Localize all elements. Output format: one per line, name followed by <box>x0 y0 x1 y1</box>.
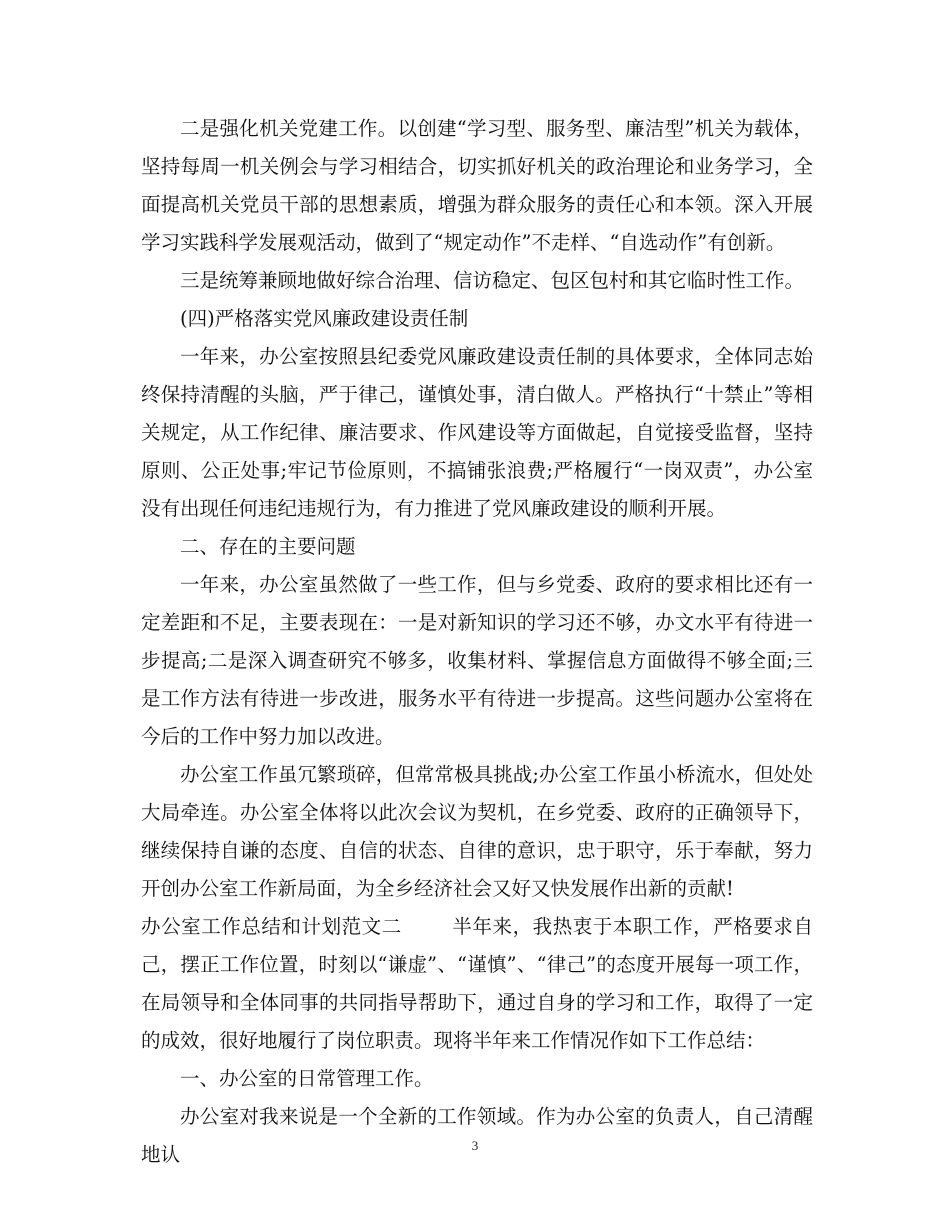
section-title: 办公室工作总结和计划范文二 <box>141 915 402 938</box>
paragraph-main-problems: 一年来，办公室虽然做了一些工作，但与乡党委、政府的要求相比还有一定差距和不足，主要表现在：一是对新知识的学习还不够，办文水平有待进一步提高;二是深入调查研究不够多，收集材料、掌握信息方面做得不够全面;三是工作方法有待进一步改进，服务水平有待进一步提高。这些问题办公室将在今后的工作中努力加以改进。 <box>141 573 813 748</box>
subheading-main-problems: 二、存在的主要问题 <box>180 535 356 558</box>
subheading-anti-corruption: (四)严格落实党风廉政建设责任制 <box>180 307 469 330</box>
paragraph-party-building: 二是强化机关党建工作。以创建“学习型、服务型、廉洁型”机关为载体，坚持每周一机关例会与学习相结合，切实抓好机关的政治理论和业务学习，全面提高机关党员干部的思想素质，增强为群众服务的责任心和本领。深入开展学习实践科学发展观活动，做到了“规定动作”不走样、“自选动作”有创新。 <box>141 117 813 254</box>
page-number: 3 <box>471 1138 479 1153</box>
paragraph-comprehensive-governance: 三是统筹兼顾地做好综合治理、信访稳定、包区包村和其它临时性工作。 <box>180 269 805 292</box>
paragraph-conclusion: 办公室工作虽冗繁琐碎，但常常极具挑战;办公室工作虽小桥流水，但处处大局牵连。办公室全体将以此次会议为契机，在乡党委、政府的正确领导下，继续保持自谦的态度、自信的状态、自律的意识，忠于职守，乐于奉献，努力开创办公室工作新局面，为全乡经济社会又好又快发展作出新的贡献! <box>141 763 813 900</box>
section-lead: 半年来，我热衷于本职工作，严格要求自己，摆正工作位置，时刻以“谦虚”、“谨慎”、“律己”的态度开展每一项工作，在局领导和全体同事的共同指导帮助下，通过自身的学习和工作，取得了一定的成效，很好地履行了岗位职责。现将半年来工作情况作如下工作总结： <box>141 915 813 1052</box>
subheading-daily-management: 一、办公室的日常管理工作。 <box>180 1067 434 1090</box>
document-body <box>141 110 813 1174</box>
paragraph-anti-corruption: 一年来，办公室按照县纪委党风廉政建设责任制的具体要求，全体同志始终保持清醒的头脑，严于律己，谨慎处事，清白做人。严格执行“十禁止”等相关规定，从工作纪律、廉洁要求、作风建设等方面做起，自觉接受监督，坚持原则、公正处事;牢记节俭原则，不搞铺张浪费;严格履行“一岗双责”，办公室没有出现任何违纪违规行为，有力推进了党风廉政建设的顺利开展。 <box>141 345 813 520</box>
paragraph-daily-management: 办公室对我来说是一个全新的工作领域。作为办公室的负责人，自己清醒地认 <box>141 1105 813 1166</box>
section-two-block <box>141 908 813 1060</box>
